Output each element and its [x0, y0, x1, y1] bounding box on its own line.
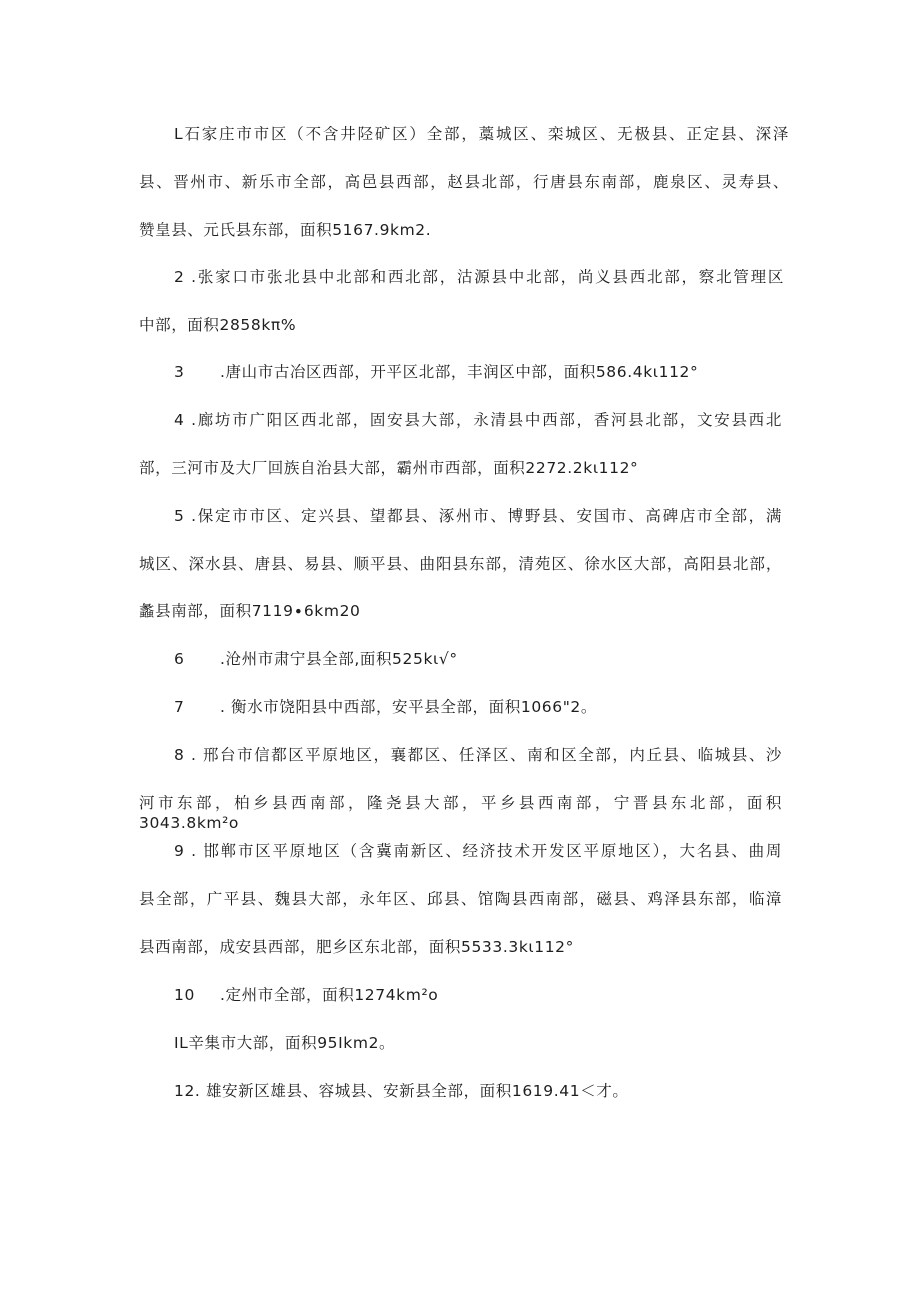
paragraph-2-line-2: 中部，面积2858kπ%: [139, 316, 297, 334]
paragraph-3-text: .唐山市古冶区西部，开平区北部，丰润区中部，面积586.4kι112°: [220, 363, 699, 381]
paragraph-8-line-2: 河市东部，柏乡县西南部，隆尧县大部，平乡县西南部，宁晋县东北部，面积3043.8km²o: [139, 794, 782, 832]
paragraph-9-line-2: 县全部，广平县、魏县大部，永年区、邱县、馆陶县西南部，磁县、鸡泽县东部，临漳: [139, 890, 782, 908]
paragraph-9-line-1: 9 . 邯郸市区平原地区（含冀南新区、经济技术开发区平原地区），大名县、曲周: [174, 842, 782, 860]
paragraph-6-text: .沧州市肃宁县全部,面积525kι√°: [220, 650, 458, 668]
paragraph-8-line-1: 8 . 邢台市信都区平原地区，襄都区、任泽区、南和区全部，内丘县、临城县、沙: [174, 746, 782, 764]
paragraph-1-line-2: 县、晋州市、新乐市全部，高邑县西部，赵县北部，行唐县东南部，鹿泉区、灵寿县、: [139, 173, 789, 191]
paragraph-12: 12. 雄安新区雄县、容城县、安新县全部，面积1619.41＜才。: [174, 1082, 629, 1100]
paragraph-5-line-2: 城区、深水县、唐县、易县、顺平县、曲阳县东部，清苑区、徐水区大部，高阳县北部，: [139, 555, 782, 573]
paragraph-5-line-3: 蠡县南部，面积7119∙6km20: [139, 602, 361, 620]
paragraph-4-line-2: 部，三河市及大厂回族自治县大部，霸州市西部，面积2272.2kι112°: [139, 459, 639, 477]
paragraph-7: [174, 697, 824, 717]
paragraph-3: [174, 362, 824, 382]
paragraph-1-line-3: 赞皇县、元氏县东部，面积5167.9km2.: [139, 221, 432, 239]
paragraph-1-line-1: L石家庄市市区（不含井陉矿区）全部，藁城区、栾城区、无极县、正定县、深泽: [174, 125, 789, 143]
paragraph-7-text: . 衡水市饶阳县中西部，安平县全部，面积1066"2。: [220, 698, 597, 716]
paragraph-10-number: 10: [174, 986, 195, 1004]
paragraph-4-line-1: 4 .廊坊市广阳区西北部，固安县大部，永清县中西部，香河县北部，文安县西北: [174, 411, 782, 429]
paragraph-5-line-1: 5 .保定市市区、定兴县、望都县、涿州市、博野县、安国市、高碑店市全部，满: [174, 507, 782, 525]
paragraph-6-number: 6: [174, 650, 185, 668]
paragraph-3-number: 3: [174, 363, 185, 381]
paragraph-11: IL辛集市大部，面积95Ikm2。: [174, 1034, 396, 1052]
paragraph-10-text: .定州市全部，面积1274km²o: [220, 986, 439, 1004]
paragraph-9-line-3: 县西南部，成安县西部，肥乡区东北部，面积5533.3kι112°: [139, 938, 574, 956]
paragraph-2-line-1: 2 .张家口市张北县中北部和西北部，沽源县中北部，尚义县西北部，察北管理区: [174, 268, 784, 286]
paragraph-6: [174, 649, 824, 669]
paragraph-7-number: 7: [174, 698, 185, 716]
paragraph-10: [174, 985, 824, 1005]
